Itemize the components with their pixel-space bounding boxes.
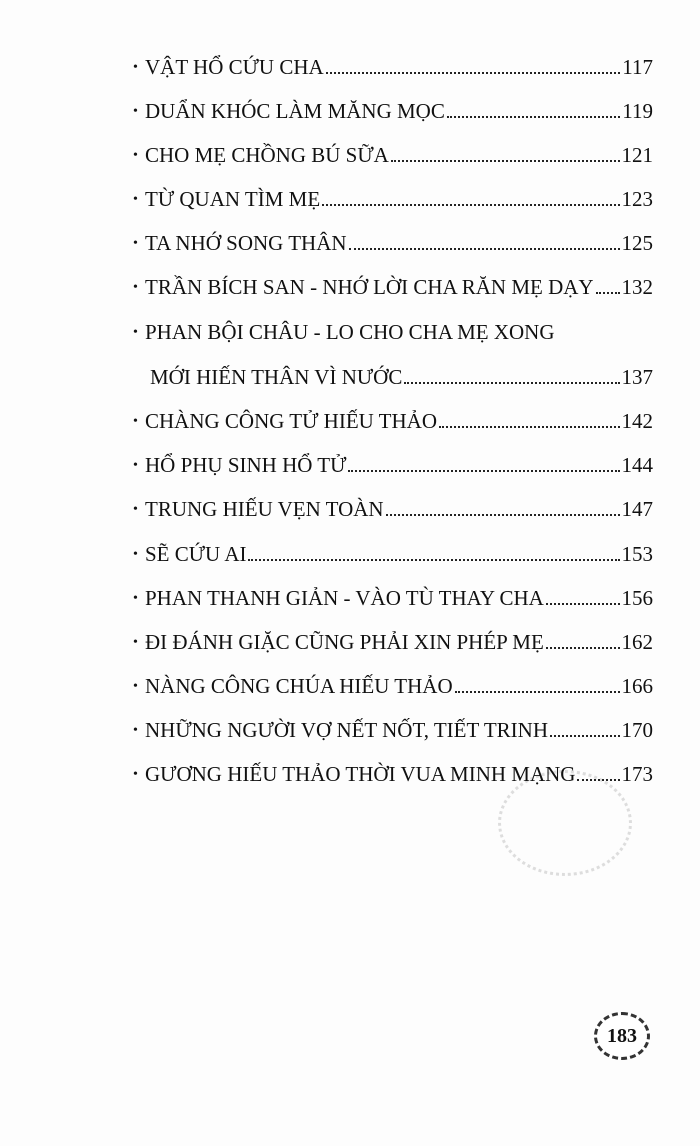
toc-entry [133,128,653,168]
toc-entry-page: 147 [621,497,653,521]
dot-leader [546,603,620,605]
page-number-badge: 183 [594,1012,650,1060]
toc-entry-title: TỪ QUAN TÌM MẸ [145,187,321,211]
bullet: • [133,236,138,251]
toc-entry [133,703,653,743]
toc-entry [133,305,653,345]
toc-entry [133,482,653,522]
toc-entry-title: CHO MẸ CHỒNG BÚ SỮA [145,143,389,167]
toc-entry-continuation [150,350,653,390]
toc-entry [133,172,653,212]
toc-entry-page: 121 [621,143,653,167]
toc-entry-page: 123 [621,187,653,211]
bullet: • [133,635,138,650]
toc-entry [133,571,653,611]
toc-entry [133,260,653,300]
toc-entry-title: TRẦN BÍCH SAN - NHỚ LỜI CHA RĂN MẸ DẠY [145,275,594,299]
bullet: • [133,192,138,207]
bullet: • [133,325,138,340]
bullet: • [133,104,138,119]
bullet: • [133,458,138,473]
bullet: • [133,723,138,738]
toc-entry-page: 137 [621,365,653,389]
dot-leader [248,559,619,561]
toc-entry-page: 132 [621,275,653,299]
toc-entry-title: ĐI ĐÁNH GIẶC CŨNG PHẢI XIN PHÉP MẸ [145,630,544,654]
bullet: • [133,60,138,75]
toc-entry-title: GƯƠNG HIẾU THẢO THỜI VUA MINH MẠNG [145,762,576,786]
toc-entry-title: DUẨN KHÓC LÀM MĂNG MỌC [145,99,445,123]
toc-entry [133,84,653,124]
bullet: • [133,591,138,606]
toc-entry-page: 173 [621,762,653,786]
toc-entry-page: 144 [621,453,653,477]
bullet: • [133,547,138,562]
toc-entry-page: 156 [621,586,653,610]
toc-entry-page: 119 [622,99,653,123]
toc-entry-page: 153 [621,542,653,566]
bullet: • [133,280,138,295]
toc-entry-title: PHAN BỘI CHÂU - LO CHO CHA MẸ XONG [145,320,555,344]
toc-entry [133,747,653,787]
toc-entry [133,615,653,655]
toc-entry-title: CHÀNG CÔNG TỬ HIẾU THẢO [145,409,438,433]
toc-entry-page: 117 [622,55,653,79]
toc-entry-title: NHỮNG NGƯỜI VỢ NẾT NỐT, TIẾT TRINH [145,718,548,742]
toc-entry-page: 125 [621,231,653,255]
toc-entry-page: 166 [621,674,653,698]
bullet: • [133,502,138,517]
toc-entry-title: TA NHỚ SONG THÂN [145,231,347,255]
bullet: • [133,767,138,782]
dot-leader [447,116,620,118]
dot-leader [404,382,619,384]
toc-entry [133,394,653,434]
toc-entry-title: NÀNG CÔNG CHÚA HIẾU THẢO [145,674,453,698]
dot-leader [391,160,620,162]
dot-leader [596,292,620,294]
toc-entry [133,527,653,567]
toc-entry [133,40,653,80]
dot-leader [326,72,621,74]
toc-entry-title: TRUNG HIẾU VẸN TOÀN [145,497,384,521]
dot-leader [386,514,620,516]
dot-leader [577,779,619,781]
dot-leader [439,426,619,428]
dot-leader [349,248,620,250]
toc-entry-title: VẬT HỔ CỨU CHA [145,55,324,79]
toc-entry-title-continued: MỚI HIẾN THÂN VÌ NƯỚC [150,365,403,389]
dot-leader [348,470,619,472]
dot-leader [322,204,619,206]
bullet: • [133,414,138,429]
bullet: • [133,679,138,694]
toc-entry-page: 142 [621,409,653,433]
dot-leader [546,647,620,649]
toc-entry [133,216,653,256]
toc-entry-title: PHAN THANH GIẢN - VÀO TÙ THAY CHA [145,586,544,610]
toc-entry-title: HỔ PHỤ SINH HỔ TỬ [145,453,347,477]
dot-leader [550,735,620,737]
toc-entry-page: 170 [621,718,653,742]
toc-entry [133,659,653,699]
dot-leader [455,691,620,693]
toc-entry-page: 162 [621,630,653,654]
toc-entry [133,438,653,478]
bullet: • [133,148,138,163]
toc-entry-title: SẼ CỨU AI [145,542,247,566]
